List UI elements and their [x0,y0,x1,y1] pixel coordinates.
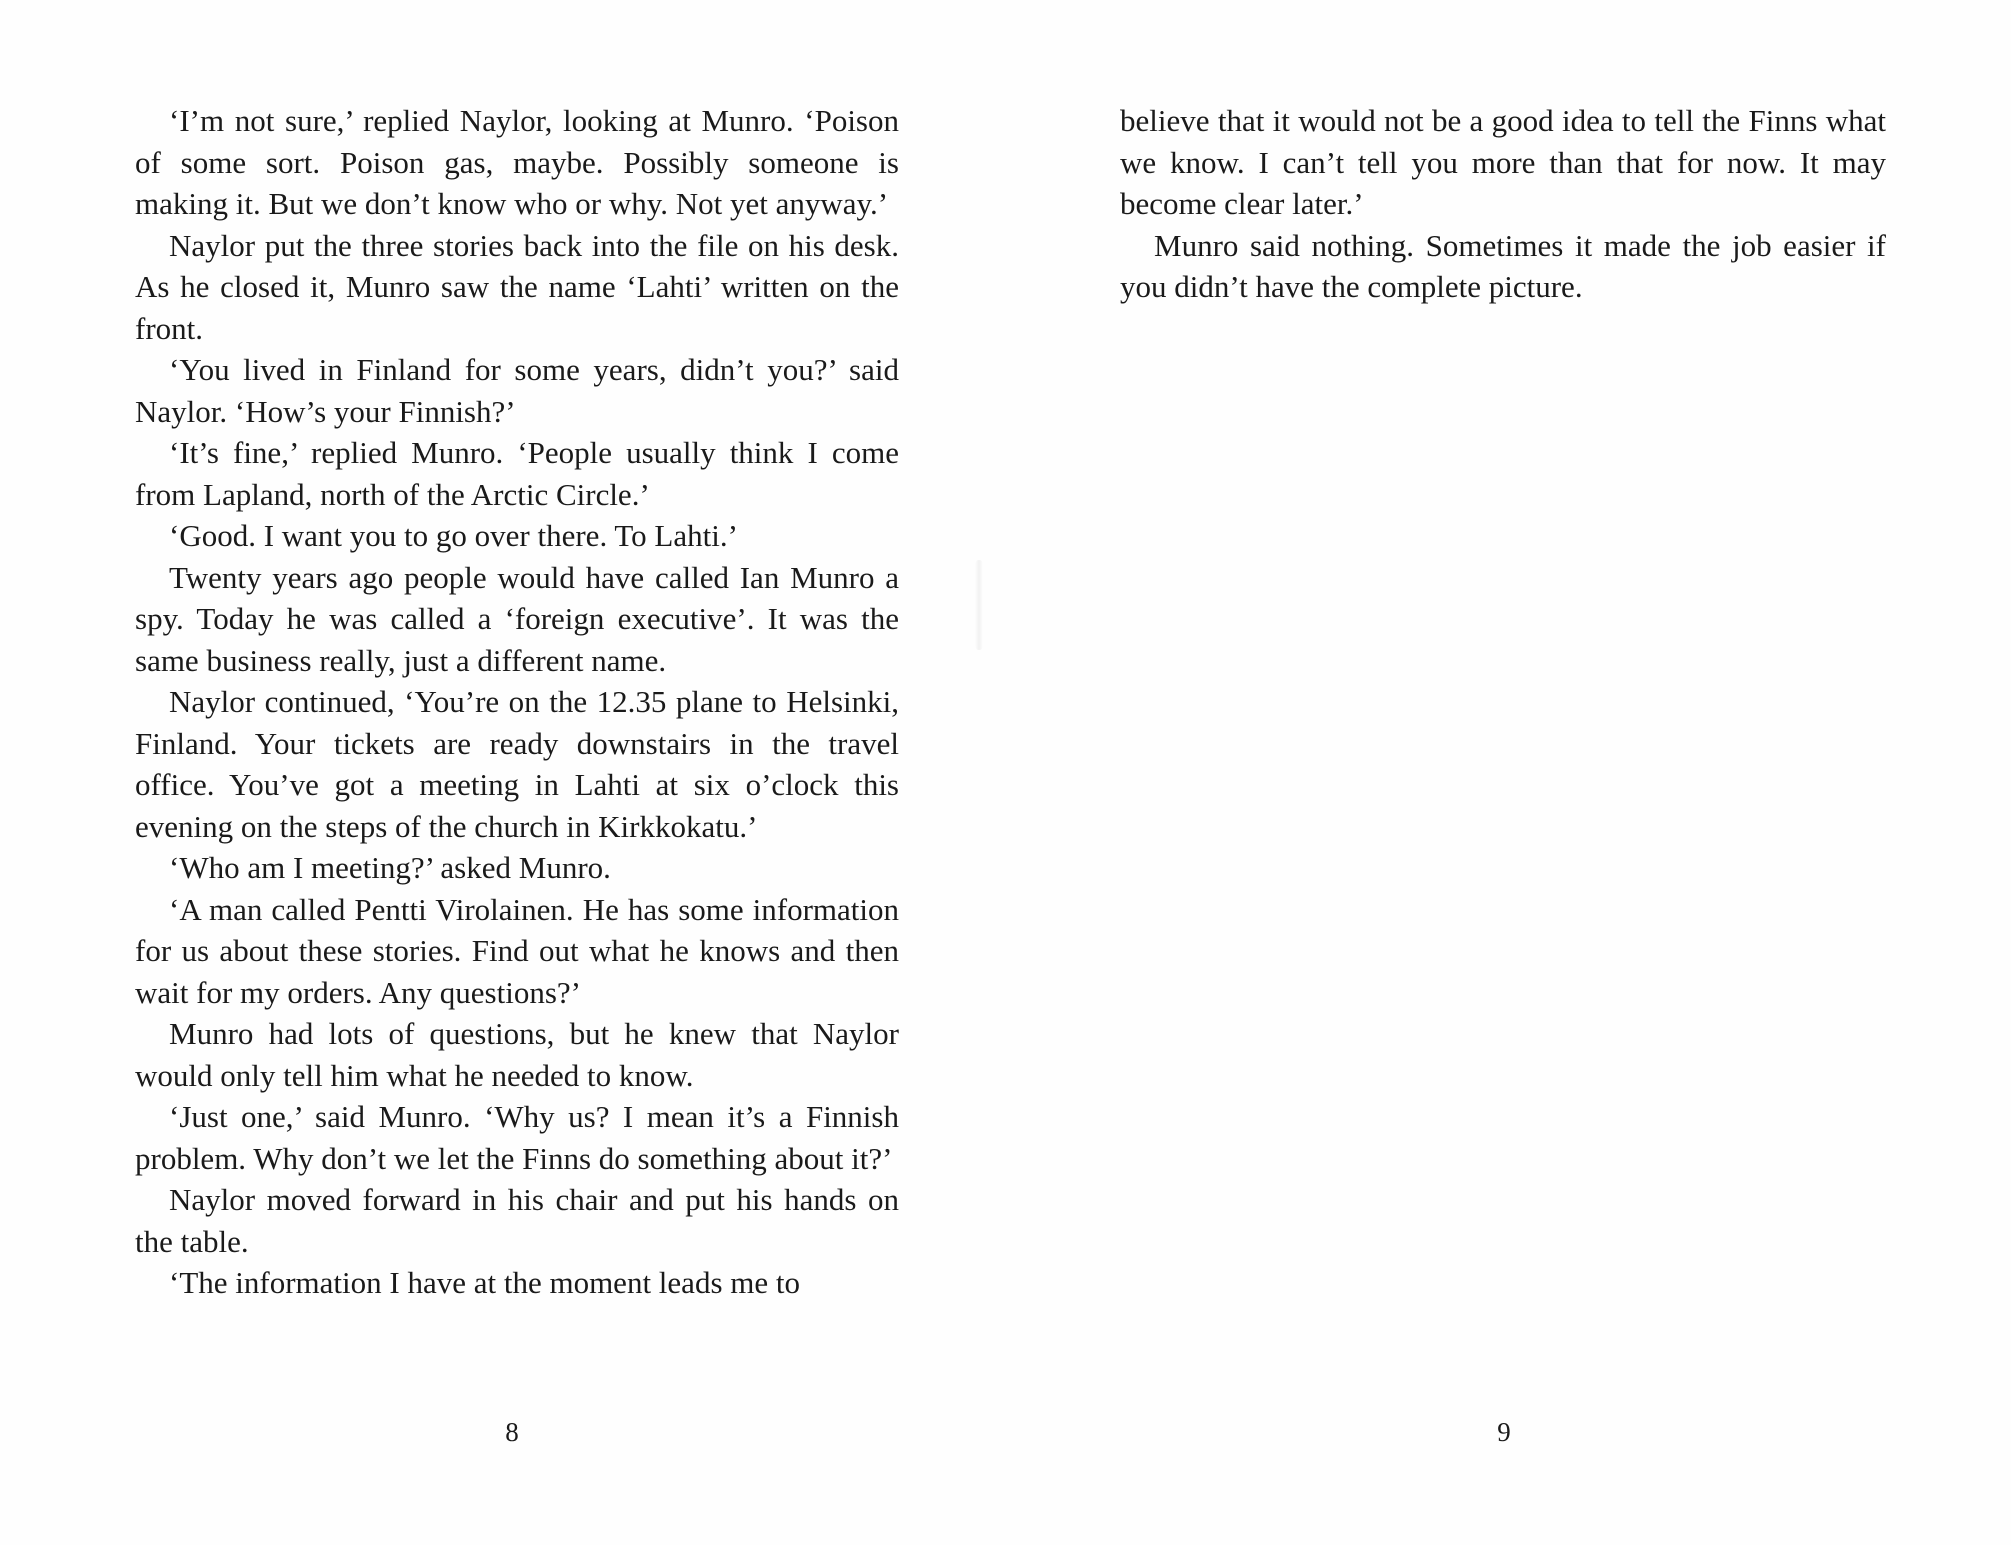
paragraph: ‘You lived in Finland for some years, didn’t you?’ said Naylor. ‘How’s your Finnish?’ [135,352,899,429]
paragraph: ‘Who am I meeting?’ asked Munro. [169,850,611,885]
paragraph: ‘Just one,’ said Munro. ‘Why us? I mean it’s a Finnish problem. Why don’t we let the Finns do something about it?’ [135,1099,899,1176]
paragraph: Munro had lots of questions, but he knew that Naylor would only tell him what he needed to know. [135,1016,899,1093]
paragraph: Twenty years ago people would have called Ian Munro a spy. Today he was called a ‘foreign executive’. It was the same business really, just a different name. [135,559,899,678]
paragraph: Naylor put the three stories back into the file on his desk. As he closed it, Munro saw the name ‘Lahti’ written on the front. [135,227,899,346]
right-page [1120,100,1886,1500]
paragraph: ‘Good. I want you to go over there. To Lahti.’ [169,518,738,553]
paragraph: ‘The information I have at the moment leads me to [169,1265,800,1300]
paragraph: Naylor continued, ‘You’re on the 12.35 plane to Helsinki, Finland. Your tickets are ready downstairs in the travel office. You’ve got a meeting in Lahti at six o’clock this evening on the steps of the church in Kirkkokatu.’ [135,684,899,844]
paragraph: believe that it would not be a good idea to tell the Finns what we know. I can’t tell you more than that for now. It may become clear later.’ [1120,103,1886,221]
paragraph: ‘A man called Pentti Virolainen. He has some information for us about these stories. Find out what he knows and then wait for my orders. Any questions?’ [135,891,899,1010]
paragraph: Munro said nothing. Sometimes it made the job easier if you didn’t have the complete picture. [1120,227,1886,304]
left-page [135,100,899,1500]
paragraph: Naylor moved forward in his chair and put his hands on the table. [135,1182,899,1259]
paragraph: ‘I’m not sure,’ replied Naylor, looking at Munro. ‘Poison of some sort. Poison gas, maybe. Possibly someone is making it. But we don’t know who or why. Not yet anyway.’ [135,103,899,221]
page-number-left: 8 [505,1417,519,1447]
paragraph: ‘It’s fine,’ replied Munro. ‘People usually think I come from Lapland, north of the Arctic Circle.’ [135,435,899,512]
page-number-right: 9 [1497,1417,1511,1447]
gutter-shadow [975,560,983,650]
